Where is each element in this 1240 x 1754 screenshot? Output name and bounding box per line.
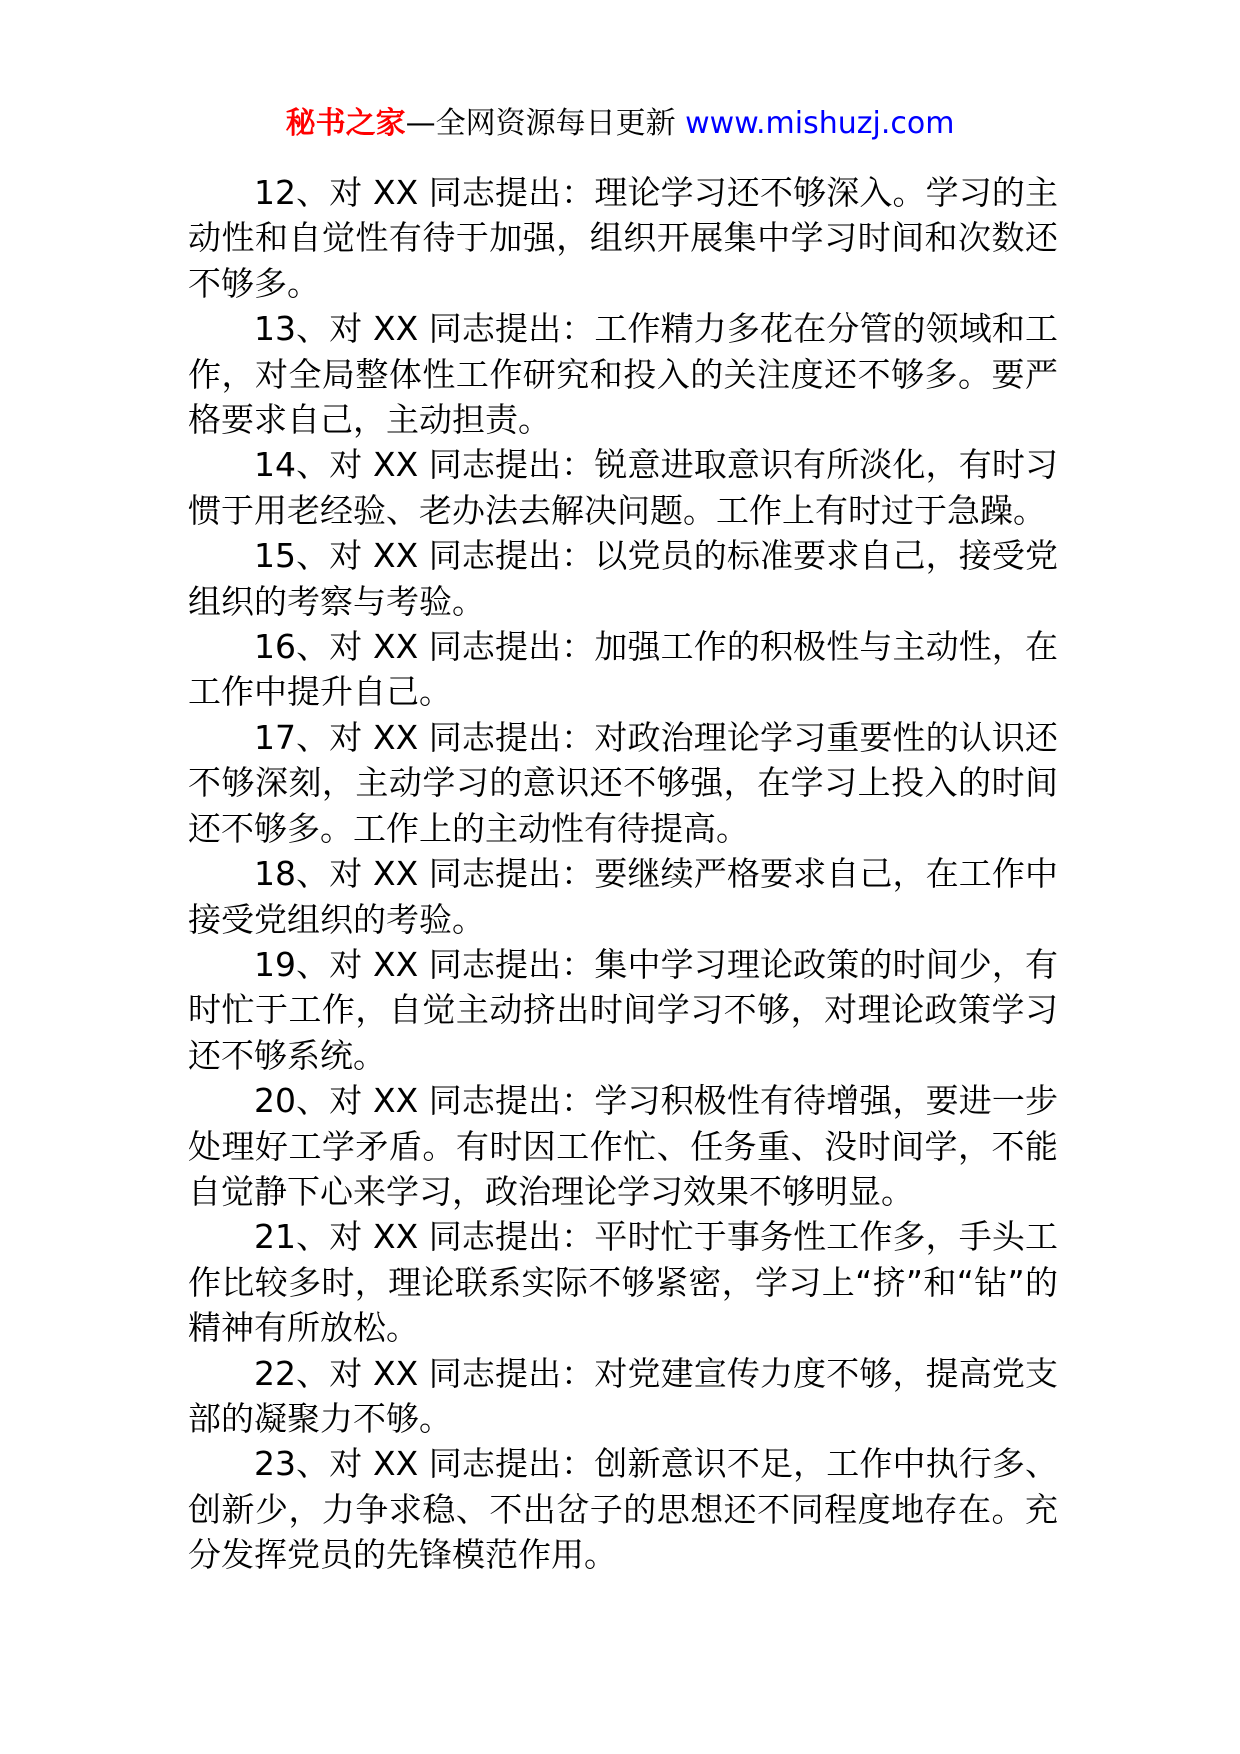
paragraph-19: 19、对 XX 同志提出：集中学习理论政策的时间少，有时忙于工作，自觉主动挤出时间学习不够，对理论政策学习还不够系统。 (188, 944, 1058, 1075)
paragraph-20: 20、对 XX 同志提出：学习积极性有待增强，要进一步处理好工学矛盾。有时因工作忙、任务重、没时间学，不能自觉静下心来学习，政治理论学习效果不够明显。 (188, 1081, 1058, 1211)
paragraph-23: 23、对 XX 同志提出：创新意识不足，工作中执行多、创新少，力争求稳、不出岔子的思想还不同程度地存在。充分发挥党员的先锋模范作用。 (188, 1444, 1058, 1575)
document-body (188, 170, 1058, 1578)
paragraph-22: 22、对 XX 同志提出：对党建宣传力度不够，提高党支部的凝聚力不够。 (188, 1353, 1058, 1438)
page-header (0, 102, 1240, 146)
paragraph-21: 21、对 XX 同志提出：平时忙于事务性工作多，手头工作比较多时，理论联系实际不够紧密，学习上“挤”和“钻”的精神有所放松。 (188, 1217, 1058, 1348)
paragraph-17: 17、对 XX 同志提出：对政治理论学习重要性的认识还不够深刻，主动学习的意识还不够强，在学习上投入的时间还不够多。工作上的主动性有待提高。 (188, 717, 1058, 848)
paragraph-13: 13、对 XX 同志提出：工作精力多花在分管的领域和工作，对全局整体性工作研究和投入的关注度还不够多。要严格要求自己，主动担责。 (188, 309, 1058, 440)
header-tagline: —全网资源每日更新 (405, 106, 676, 141)
brand-name: 秘书之家 (285, 106, 406, 141)
website-link[interactable]: www.mishuzj.com (685, 106, 955, 141)
paragraph-15: 15、对 XX 同志提出：以党员的标准要求自己，接受党组织的考察与考验。 (188, 536, 1058, 621)
paragraph-18: 18、对 XX 同志提出：要继续严格要求自己，在工作中接受党组织的考验。 (188, 854, 1058, 939)
paragraph-14: 14、对 XX 同志提出：锐意进取意识有所淡化，有时习惯于用老经验、老办法去解决问题。工作上有时过于急躁。 (188, 445, 1058, 530)
paragraph-12: 12、对 XX 同志提出：理论学习还不够深入。学习的主动性和自觉性有待于加强，组织开展集中学习时间和次数还不够多。 (188, 173, 1058, 303)
paragraph-16: 16、对 XX 同志提出：加强工作的积极性与主动性，在工作中提升自己。 (188, 627, 1058, 712)
